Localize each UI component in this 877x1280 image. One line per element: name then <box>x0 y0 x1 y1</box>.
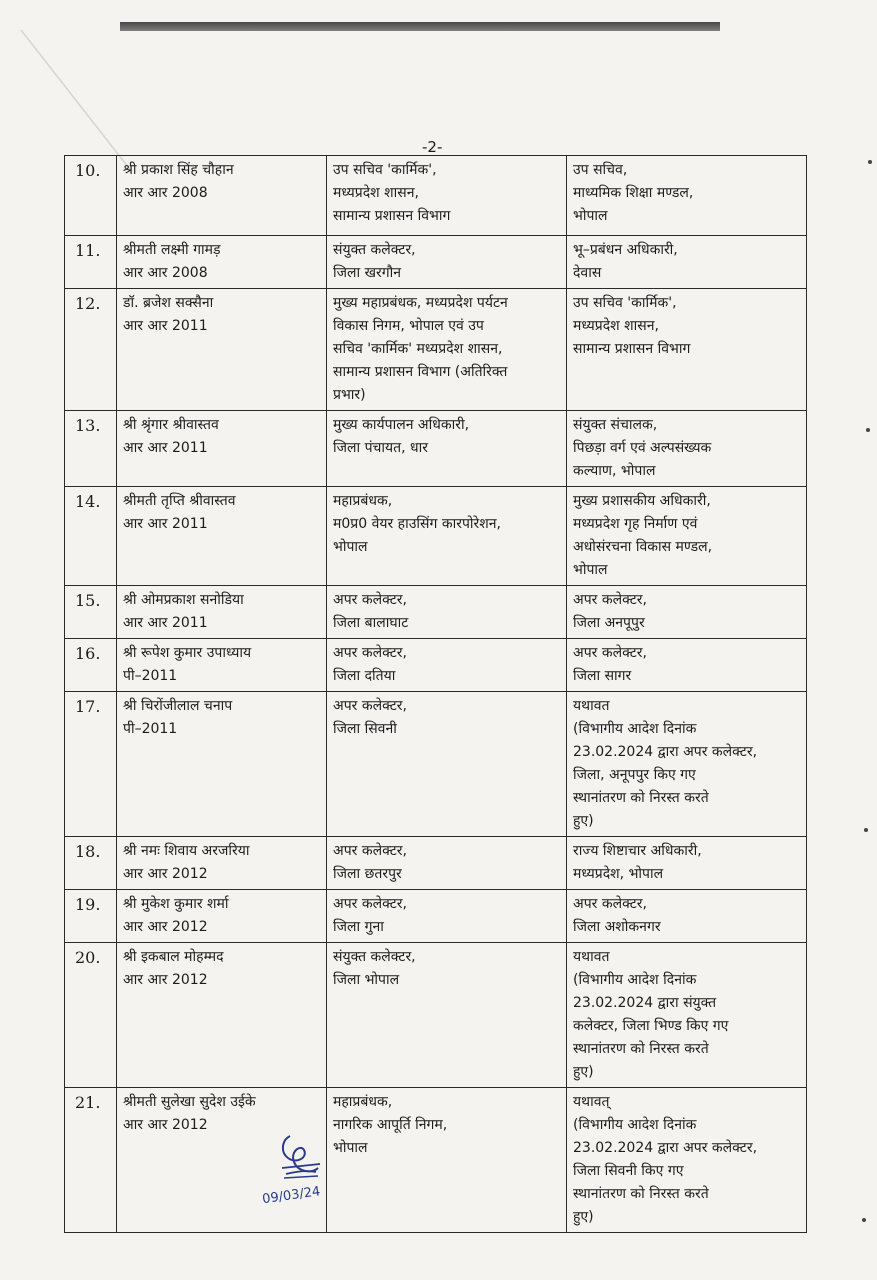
cell-line: स्थानांतरण को निरस्त करते <box>573 790 709 806</box>
cell-line: भोपाल <box>573 208 608 224</box>
new-posting-cell <box>567 890 807 943</box>
serial-number: 13. <box>65 411 117 487</box>
current-posting-cell <box>327 943 567 1088</box>
table-row <box>65 890 807 943</box>
page-number: -2- <box>422 138 443 156</box>
cell-line: स्थानांतरण को निरस्त करते <box>573 1041 709 1057</box>
handwritten-signature <box>260 1128 370 1208</box>
cell-line: आर आर 2008 <box>123 185 208 201</box>
cell-line: (विभागीय आदेश दिनांक <box>573 972 697 988</box>
cell-line: जिला अशोकनगर <box>573 919 661 935</box>
cell-line: यथावत <box>573 698 610 714</box>
cell-line: श्रीमती तृप्ति श्रीवास्तव <box>123 493 236 509</box>
cell-line: माध्यमिक शिक्षा मण्डल, <box>573 185 694 201</box>
cell-line: अपर कलेक्टर, <box>333 896 407 912</box>
cell-line: अपर कलेक्टर, <box>333 645 407 661</box>
transfer-order-table <box>64 155 807 1233</box>
serial-number: 20. <box>65 943 117 1088</box>
officer-name-cell <box>117 943 327 1088</box>
cell-line: जिला, अनूपपुर किए गए <box>573 767 696 783</box>
cell-line: श्री प्रकाश सिंह चौहान <box>123 162 234 178</box>
new-posting-cell <box>567 289 807 411</box>
cell-line: प्रभार) <box>333 387 366 403</box>
cell-line: श्री नमः शिवाय अरजरिया <box>123 843 250 859</box>
cell-line: भोपाल <box>333 539 368 555</box>
serial-number: 21. <box>65 1088 117 1233</box>
cell-line: म0प्र0 वेयर हाउसिंग कारपोरेशन, <box>333 516 501 532</box>
cell-line: मुख्य कार्यपालन अधिकारी, <box>333 417 470 433</box>
cell-line: संयुक्त कलेक्टर, <box>333 949 416 965</box>
officer-name-cell <box>117 156 327 236</box>
scan-speck <box>862 1218 866 1222</box>
cell-line: श्रीमती सुलेखा सुदेश उईके <box>123 1094 256 1110</box>
current-posting-cell <box>327 289 567 411</box>
cell-line: अपर कलेक्टर, <box>333 698 407 714</box>
cell-line: विकास निगम, भोपाल एवं उप <box>333 318 484 334</box>
cell-line: आर आर 2011 <box>123 615 208 631</box>
cell-line: मुख्य महाप्रबंधक, मध्यप्रदेश पर्यटन <box>333 295 508 311</box>
cell-line: सामान्य प्रशासन विभाग <box>573 341 691 357</box>
cell-line: मध्यप्रदेश शासन, <box>333 185 419 201</box>
cell-line: देवास <box>573 265 602 281</box>
current-posting-cell <box>327 837 567 890</box>
cell-line: महाप्रबंधक, <box>333 1094 393 1110</box>
cell-line: जिला सागर <box>573 668 632 684</box>
cell-line: भोपाल <box>573 562 608 578</box>
cell-line: आर आर 2012 <box>123 866 208 882</box>
officer-name-cell <box>117 692 327 837</box>
cell-line: संयुक्त संचालक, <box>573 417 658 433</box>
cell-line: जिला बालाघाट <box>333 615 409 631</box>
cell-line: आर आर 2012 <box>123 919 208 935</box>
new-posting-cell <box>567 236 807 289</box>
new-posting-cell <box>567 411 807 487</box>
cell-line: आर आर 2008 <box>123 265 208 281</box>
cell-line: उप सचिव 'कार्मिक', <box>333 162 437 178</box>
cell-line: उप सचिव 'कार्मिक', <box>573 295 677 311</box>
cell-line: अपर कलेक्टर, <box>573 896 647 912</box>
cell-line: अपर कलेक्टर, <box>333 843 407 859</box>
cell-line: कल्याण, भोपाल <box>573 463 656 479</box>
cell-line: मध्यप्रदेश, भोपाल <box>573 866 664 882</box>
cell-line: पी–2011 <box>123 668 178 684</box>
scan-top-edge <box>120 22 720 31</box>
cell-line: हुए) <box>573 1209 594 1225</box>
cell-line: सामान्य प्रशासन विभाग <box>333 208 451 224</box>
cell-line: (विभागीय आदेश दिनांक <box>573 1117 697 1133</box>
current-posting-cell <box>327 236 567 289</box>
cell-line: आर आर 2011 <box>123 318 208 334</box>
current-posting-cell <box>327 692 567 837</box>
cell-line: जिला छतरपुर <box>333 866 402 882</box>
officer-name-cell <box>117 411 327 487</box>
scan-speck <box>866 428 870 432</box>
new-posting-cell <box>567 692 807 837</box>
officer-name-cell <box>117 487 327 586</box>
cell-line: यथावत <box>573 949 610 965</box>
cell-line: जिला दतिया <box>333 668 396 684</box>
cell-line: उप सचिव, <box>573 162 628 178</box>
new-posting-cell <box>567 837 807 890</box>
signature-date: 09/03/24 <box>261 1184 322 1208</box>
cell-line: श्री ओमप्रकाश सनोडिया <box>123 592 244 608</box>
serial-number: 18. <box>65 837 117 890</box>
cell-line: आर आर 2012 <box>123 1117 208 1133</box>
scan-speck <box>864 828 868 832</box>
current-posting-cell <box>327 487 567 586</box>
new-posting-cell <box>567 586 807 639</box>
table-row <box>65 236 807 289</box>
cell-line: भोपाल <box>333 1140 368 1156</box>
cell-line: अपर कलेक्टर, <box>573 645 647 661</box>
officer-name-cell <box>117 236 327 289</box>
serial-number: 16. <box>65 639 117 692</box>
cell-line: डॉ. ब्रजेश सक्सैना <box>123 295 214 311</box>
cell-line: नागरिक आपूर्ति निगम, <box>333 1117 448 1133</box>
serial-number: 17. <box>65 692 117 837</box>
cell-line: 23.02.2024 द्वारा अपर कलेक्टर, <box>573 744 758 760</box>
officer-name-cell <box>117 639 327 692</box>
table-row <box>65 692 807 837</box>
cell-line: 23.02.2024 द्वारा अपर कलेक्टर, <box>573 1140 758 1156</box>
cell-line: अपर कलेक्टर, <box>333 592 407 608</box>
table-row <box>65 943 807 1088</box>
officer-name-cell <box>117 890 327 943</box>
new-posting-cell <box>567 639 807 692</box>
cell-line: राज्य शिष्टाचार अधिकारी, <box>573 843 702 859</box>
current-posting-cell <box>327 156 567 236</box>
table-row <box>65 639 807 692</box>
cell-line: संयुक्त कलेक्टर, <box>333 242 416 258</box>
scan-speck <box>868 160 872 164</box>
new-posting-cell <box>567 487 807 586</box>
table-row <box>65 411 807 487</box>
cell-line: भू–प्रबंधन अधिकारी, <box>573 242 678 258</box>
current-posting-cell <box>327 586 567 639</box>
cell-line: पी–2011 <box>123 721 178 737</box>
serial-number: 14. <box>65 487 117 586</box>
table-row <box>65 837 807 890</box>
serial-number: 10. <box>65 156 117 236</box>
cell-line: स्थानांतरण को निरस्त करते <box>573 1186 709 1202</box>
cell-line: हुए) <box>573 1064 594 1080</box>
serial-number: 15. <box>65 586 117 639</box>
serial-number: 19. <box>65 890 117 943</box>
cell-line: अधोसंरचना विकास मण्डल, <box>573 539 713 555</box>
table-row <box>65 487 807 586</box>
cell-line: सचिव 'कार्मिक' मध्यप्रदेश शासन, <box>333 341 503 357</box>
cell-line: जिला पंचायत, धार <box>333 440 429 456</box>
table-row <box>65 586 807 639</box>
cell-line: श्री मुकेश कुमार शर्मा <box>123 896 229 912</box>
cell-line: आर आर 2012 <box>123 972 208 988</box>
cell-line: जिला भोपाल <box>333 972 400 988</box>
table-row <box>65 1088 807 1233</box>
new-posting-cell <box>567 156 807 236</box>
cell-line: (विभागीय आदेश दिनांक <box>573 721 697 737</box>
officer-name-cell <box>117 837 327 890</box>
cell-line: आर आर 2011 <box>123 440 208 456</box>
page-fold-shadow <box>20 30 251 170</box>
current-posting-cell <box>327 411 567 487</box>
cell-line: जिला सिवनी किए गए <box>573 1163 684 1179</box>
cell-line: मध्यप्रदेश गृह निर्माण एवं <box>573 516 698 532</box>
cell-line: हुए) <box>573 813 594 829</box>
cell-line: मध्यप्रदेश शासन, <box>573 318 659 334</box>
cell-line: श्रीमती लक्ष्मी गामड़ <box>123 242 221 258</box>
cell-line: पिछड़ा वर्ग एवं अल्पसंख्यक <box>573 440 712 456</box>
cell-line: यथावत् <box>573 1094 610 1110</box>
table-row <box>65 156 807 236</box>
cell-line: मुख्य प्रशासकीय अधिकारी, <box>573 493 711 509</box>
current-posting-cell <box>327 890 567 943</box>
serial-number: 12. <box>65 289 117 411</box>
new-posting-cell <box>567 943 807 1088</box>
cell-line: जिला गुना <box>333 919 384 935</box>
officer-name-cell <box>117 289 327 411</box>
cell-line: कलेक्टर, जिला भिण्ड किए गए <box>573 1018 729 1034</box>
new-posting-cell <box>567 1088 807 1233</box>
cell-line: अपर कलेक्टर, <box>573 592 647 608</box>
cell-line: श्री इकबाल मोहम्मद <box>123 949 224 965</box>
cell-line: जिला सिवनी <box>333 721 397 737</box>
current-posting-cell <box>327 639 567 692</box>
officer-name-cell <box>117 586 327 639</box>
serial-number: 11. <box>65 236 117 289</box>
cell-line: आर आर 2011 <box>123 516 208 532</box>
cell-line: सामान्य प्रशासन विभाग (अतिरिक्त <box>333 364 508 380</box>
cell-line: जिला अनपूपुर <box>573 615 645 631</box>
table-row <box>65 289 807 411</box>
cell-line: श्री श्रृंगार श्रीवास्तव <box>123 417 219 433</box>
cell-line: जिला खरगौन <box>333 265 402 281</box>
cell-line: 23.02.2024 द्वारा संयुक्त <box>573 995 717 1011</box>
cell-line: महाप्रबंधक, <box>333 493 393 509</box>
cell-line: श्री रूपेश कुमार उपाध्याय <box>123 645 252 661</box>
cell-line: श्री चिरोंजीलाल चनाप <box>123 698 233 714</box>
